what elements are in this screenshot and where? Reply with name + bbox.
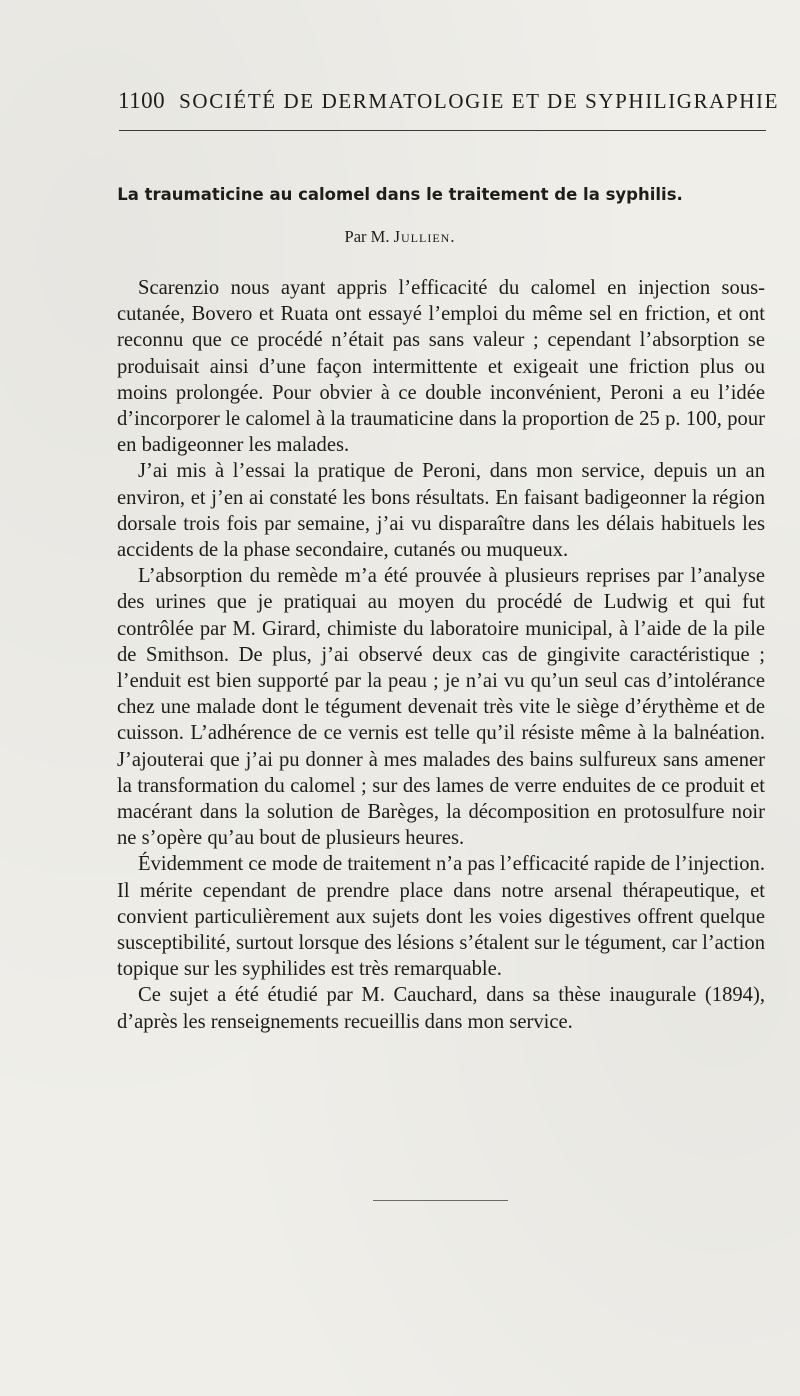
- paragraph: Scarenzio nous ayant appris l’efficacité du calomel en injection sous-cutanée, Bovero et Ruata ont essayé l’emploi du même sel en friction, et ont reconnu que ce procédé n’était pas sans valeur ; cependant l’absorption se produisait ainsi d’une façon intermittente et exigeait une friction plus ou moins prolongée. Pour obvier à ce double inconvénient, Peroni a eu l’idée d’incorporer le calomel à la traumaticine dans la proportion de 25 p. 100, pour en badigeonner les malades.: [117, 277, 765, 457]
- running-head: [118, 88, 780, 118]
- paragraph: L’absorption du remède m’a été prouvée à plusieurs reprises par l’analyse des urines que je pratiquai au moyen du procédé de Ludwig et qui fut contrôlée par M. Girard, chimiste du laboratoire municipal, à l’aide de la pile de Smithson. De plus, j’ai observé deux cas de gingivite caractéristique ; l’enduit est bien supporté par la peau ; je n’ai vu qu’un seul cas d’intolérance chez une malade dont le tégument devenait très vite le siège d’érythème et de cuisson. L’adhérence de ce vernis est telle qu’il résiste même à la balnéation. J’ajouterai que j’ai pu donner à mes malades des bains sulfureux sans amener la transformation du calomel ; sur des lames de verre enduites de ce produit et macérant dans la solution de Barèges, la décomposition en protosulfure noir ne s’opère qu’au bout de plusieurs heures.: [117, 565, 765, 850]
- byline: [100, 226, 700, 248]
- running-title: SOCIÉTÉ DE DERMATOLOGIE ET DE SYPHILIGRAPHIE: [179, 89, 780, 113]
- article-title: La traumaticine au calomel dans le traitement de la syphilis.: [117, 185, 683, 204]
- end-rule: [373, 1200, 508, 1201]
- page-number: 1100: [118, 88, 166, 113]
- author-name: Jullien.: [393, 227, 456, 246]
- header-rule: [119, 130, 766, 131]
- paragraph: Ce sujet a été étudié par M. Cauchard, dans sa thèse inaugurale (1894), d’après les renseignements recueillis dans mon service.: [117, 984, 765, 1033]
- paragraph: J’ai mis à l’essai la pratique de Peroni, dans mon service, depuis un an environ, et j’en ai constaté les bons résultats. En faisant badigeonner la région dorsale trois fois par semaine, j’ai vu disparaître dans les délais habituels les accidents de la phase secondaire, cutanés ou muqueux.: [117, 460, 765, 562]
- paragraph: Évidemment ce mode de traitement n’a pas l’efficacité rapide de l’injection. Il mérite cependant de prendre place dans notre arsenal thérapeutique, et convient particulièrement aux sujets dont les voies digestives offrent quelque susceptibilité, surtout lorsque des lésions s’étalent sur le tégument, car l’action topique sur les syphilides est très remarquable.: [117, 853, 765, 981]
- byline-prefix: Par M.: [344, 227, 390, 246]
- article-body: [117, 275, 765, 1035]
